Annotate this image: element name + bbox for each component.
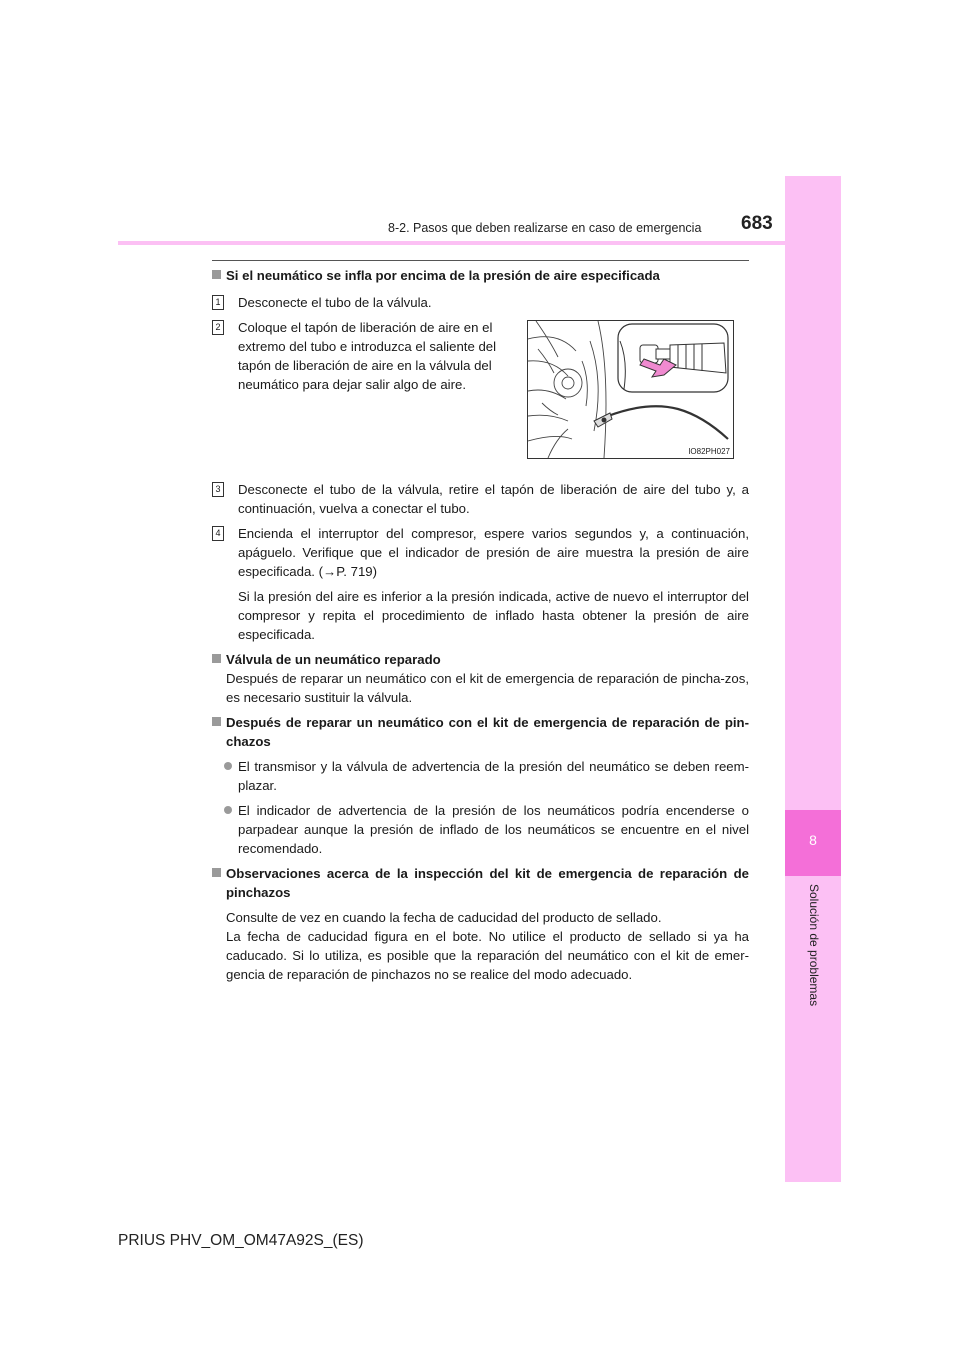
step-number-icon: 4 — [212, 526, 224, 541]
chapter-side-tab — [785, 176, 841, 1182]
content-top-rule — [212, 260, 749, 261]
step-item: 4 Encienda el interruptor del compresor, espere varios segundos y, a continuación, apáguelo. Verifique que el indicador de presión de aire muestra la presión de aire especificada. (→P. 719) — [212, 524, 749, 581]
figure-code: IO82PH027 — [688, 447, 730, 456]
square-bullet-icon — [212, 270, 221, 279]
step-number-icon: 1 — [212, 295, 224, 310]
circle-bullet-icon — [224, 806, 232, 814]
header-divider — [118, 241, 785, 245]
square-bullet-icon — [212, 717, 221, 726]
step-item: 1 Desconecte el tubo de la válvula. — [212, 293, 749, 312]
circle-bullet-icon — [224, 762, 232, 770]
section-heading: Observaciones acerca de la inspección del kit de emergencia de reparación de pinchazos — [212, 864, 749, 902]
step-item: 3 Desconecte el tubo de la válvula, retire el tapón de liberación de aire del tubo y, a continuación, vuelva a conectar el tubo. — [212, 480, 749, 518]
list-item: El transmisor y la válvula de advertencia de la presión del neumático se deben reem-plazar. — [212, 757, 749, 795]
square-bullet-icon — [212, 868, 221, 877]
list-item: El indicador de advertencia de la presión de los neumáticos podría encenderse o parpadear aunque la presión de inflado de los neumáticos se encuentre en el nivel recomendado. — [212, 801, 749, 858]
page-number: 683 — [741, 213, 773, 234]
section-heading: Después de reparar un neumático con el kit de emergencia de reparación de pin-chazos — [212, 713, 749, 751]
section-title: 8-2. Pasos que deben realizarse en caso de emergencia — [388, 221, 702, 235]
step-number-icon: 3 — [212, 482, 224, 497]
section-body: La fecha de caducidad figura en el bote. No utilice el producto de sellado si ya ha caducado. Si lo utiliza, es posible que la reparación del neumático con el kit de emer-gencia de reparación de pinchazos no se realice del modo adecuado. — [226, 929, 749, 982]
page-content — [212, 266, 749, 984]
section-heading: Válvula de un neumático reparado — [212, 650, 749, 669]
step-item: 2 Coloque el tapón de liberación de aire en el extremo del tubo e introduzca el saliente del tapón de liberación de aire en la válvula del neumático para dejar salir algo de aire. — [212, 318, 523, 394]
section-body: Después de reparar un neumático con el kit de emergencia de reparación de pincha-zos, es necesario sustituir la válvula. — [226, 671, 749, 705]
step-note: Si la presión del aire es inferior a la presión indicada, active de nuevo el interruptor del compresor y repita el procedimiento de inflado hasta obtener la presión de aire especificada. — [238, 589, 749, 642]
square-bullet-icon — [212, 654, 221, 663]
chapter-label: Solución de problemas — [807, 884, 821, 1007]
section-heading: Si el neumático se infla por encima de la presión de aire especificada — [212, 266, 749, 285]
step-number-icon: 2 — [212, 320, 224, 335]
section-body: Consulte de vez en cuando la fecha de caducidad del producto de sellado. — [226, 910, 662, 925]
document-code: PRIUS PHV_OM_OM47A92S_(ES) — [118, 1232, 364, 1249]
chapter-number: 8 — [809, 832, 817, 848]
